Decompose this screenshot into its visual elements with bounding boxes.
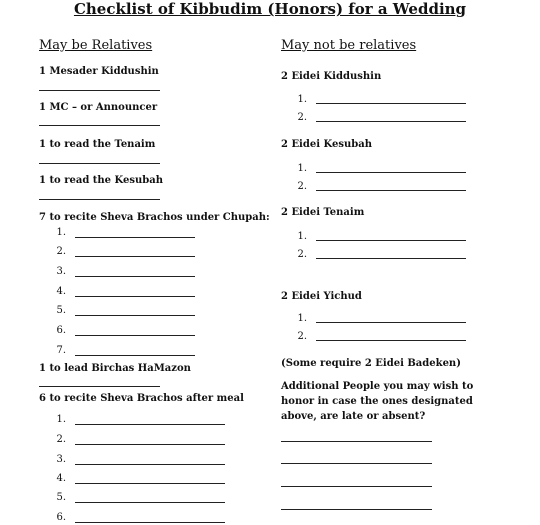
eidei-kiddushin-label: 2 Eidei Kiddushin: [281, 71, 382, 82]
sheva-meal-blank[interactable]: [75, 502, 225, 503]
right-column-heading: May not be relatives: [281, 38, 417, 53]
sheva-chupah-blank[interactable]: [75, 355, 195, 356]
birchas-blank[interactable]: [39, 386, 160, 387]
sheva-chupah-blank[interactable]: [75, 315, 195, 316]
mc-label: 1 MC – or Announcer: [39, 102, 158, 113]
sheva-chupah-number: 7.: [56, 345, 66, 356]
sheva-chupah-blank[interactable]: [75, 237, 195, 238]
additional-blank[interactable]: [281, 463, 432, 464]
sheva-meal-number: 2.: [56, 434, 66, 445]
badeken-note: (Some require 2 Eidei Badeken): [281, 358, 461, 369]
sheva-chupah-number: 5.: [56, 305, 66, 316]
sheva-meal-blank[interactable]: [75, 444, 225, 445]
eidei-tenaim-blank[interactable]: [316, 240, 466, 241]
eidei-kesubah-label: 2 Eidei Kesubah: [281, 139, 372, 150]
sheva-chupah-number: 3.: [56, 266, 66, 277]
sheva-meal-number: 1.: [56, 414, 66, 425]
sheva-meal-number: 5.: [56, 492, 66, 503]
additional-blank[interactable]: [281, 509, 432, 510]
eidei-kesubah-number: 1.: [297, 163, 307, 174]
additional-blank[interactable]: [281, 486, 432, 487]
eidei-kiddushin-blank[interactable]: [316, 121, 466, 122]
sheva-meal-blank[interactable]: [75, 483, 225, 484]
sheva-meal-number: 3.: [56, 454, 66, 465]
sheva-meal-label: 6 to recite Sheva Brachos after meal: [39, 393, 244, 404]
eidei-kesubah-blank[interactable]: [316, 172, 466, 173]
mesader-label: 1 Mesader Kiddushin: [39, 66, 159, 77]
kesubah-reader-label: 1 to read the Kesubah: [39, 175, 164, 186]
sheva-meal-blank[interactable]: [75, 424, 225, 425]
sheva-chupah-label: 7 to recite Sheva Brachos under Chupah:: [39, 212, 270, 223]
eidei-yichud-blank[interactable]: [316, 322, 466, 323]
sheva-chupah-blank[interactable]: [75, 335, 195, 336]
eidei-kesubah-blank[interactable]: [316, 190, 466, 191]
tenaim-reader-blank[interactable]: [39, 163, 160, 164]
page-title: Checklist of Kibbudim (Honors) for a Wedding: [73, 0, 467, 18]
sheva-chupah-number: 6.: [56, 325, 66, 336]
sheva-chupah-number: 1.: [56, 227, 66, 238]
left-column-heading: May be Relatives: [39, 38, 153, 53]
eidei-yichud-number: 2.: [297, 331, 307, 342]
sheva-meal-number: 4.: [56, 473, 66, 484]
additional-people-text: Additional People you may wish to honor in case the ones designated above, are late or absent?: [281, 381, 474, 422]
sheva-meal-number: 6.: [56, 512, 66, 523]
sheva-chupah-number: 4.: [56, 286, 66, 297]
mc-blank[interactable]: [39, 125, 160, 126]
kesubah-reader-blank[interactable]: [39, 199, 160, 200]
sheva-meal-blank[interactable]: [75, 522, 225, 523]
eidei-yichud-number: 1.: [297, 313, 307, 324]
additional-blank[interactable]: [281, 441, 432, 442]
birchas-label: 1 to lead Birchas HaMazon: [39, 363, 191, 374]
sheva-chupah-blank[interactable]: [75, 296, 195, 297]
sheva-chupah-blank[interactable]: [75, 256, 195, 257]
eidei-yichud-blank[interactable]: [316, 340, 466, 341]
eidei-tenaim-number: 2.: [297, 249, 307, 260]
sheva-meal-blank[interactable]: [75, 464, 225, 465]
eidei-tenaim-label: 2 Eidei Tenaim: [281, 207, 365, 218]
eidei-kiddushin-number: 2.: [297, 112, 307, 123]
tenaim-reader-label: 1 to read the Tenaim: [39, 139, 156, 150]
eidei-kesubah-number: 2.: [297, 181, 307, 192]
sheva-chupah-number: 2.: [56, 246, 66, 257]
eidei-yichud-label: 2 Eidei Yichud: [281, 291, 362, 302]
sheva-chupah-blank[interactable]: [75, 276, 195, 277]
eidei-kiddushin-blank[interactable]: [316, 103, 466, 104]
eidei-kiddushin-number: 1.: [297, 94, 307, 105]
eidei-tenaim-blank[interactable]: [316, 258, 466, 259]
mesader-blank[interactable]: [39, 90, 160, 91]
eidei-tenaim-number: 1.: [297, 231, 307, 242]
